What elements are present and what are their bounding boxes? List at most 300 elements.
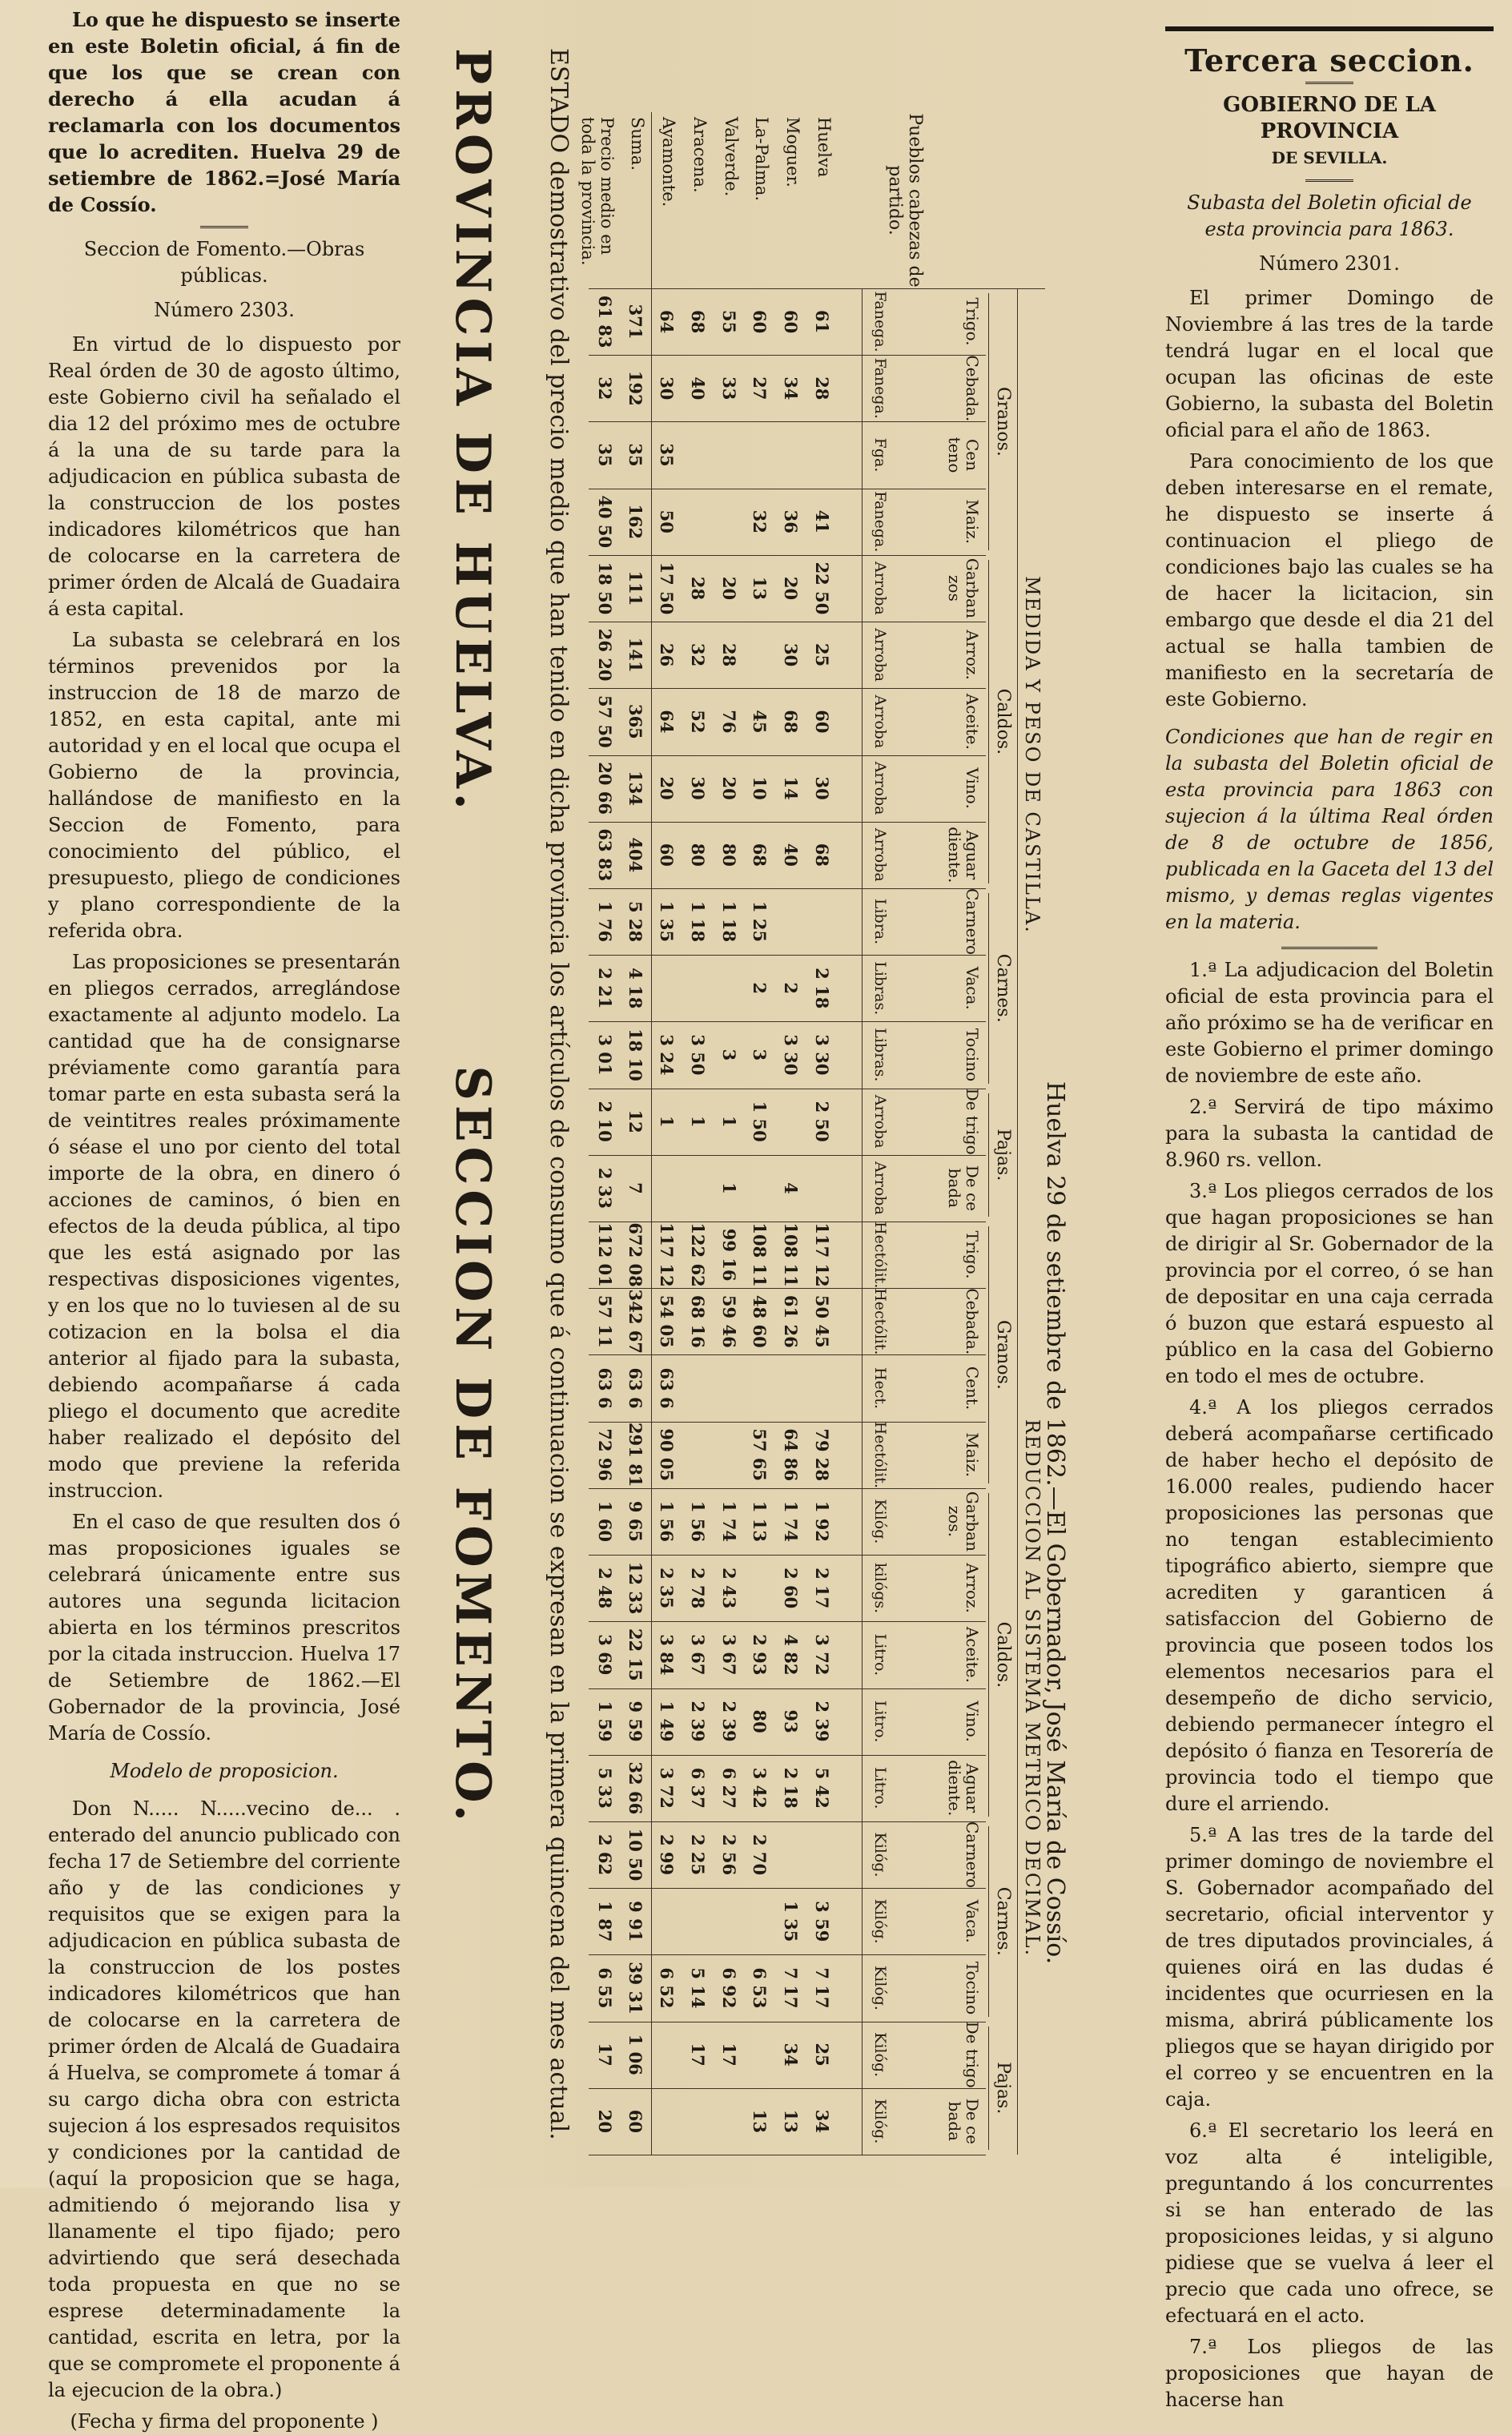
table-footer-signature: Huelva 29 de setiembre de 1862.—El Gobernador, José María de Cossío. (1041, 1081, 1069, 1965)
table-cell: 18 10 (625, 1028, 646, 1081)
table-cell: 1 76 (594, 900, 615, 943)
table-cell: 10 (750, 776, 770, 800)
table-cell: 4 (781, 1182, 802, 1194)
group-header: Caldos. (993, 688, 1013, 755)
separator (200, 226, 248, 228)
column-header: Maiz. (963, 1432, 982, 1478)
table-cell: 60 (657, 843, 678, 867)
group-rule (988, 1493, 989, 1817)
table-cell: 64 (657, 309, 678, 334)
table-cell: 68 (750, 843, 770, 867)
table-cell: 134 (625, 771, 646, 807)
town-name: Huelva (814, 117, 834, 178)
table-cell: 9 91 (625, 1901, 646, 1942)
table-cell: 2 43 (718, 1568, 739, 1609)
table-cell: 3 (718, 1048, 739, 1061)
unit-header: Hectólit. (871, 1421, 889, 1488)
column-header: Cebada. (963, 1288, 982, 1355)
town-name: Valverde. (721, 117, 741, 197)
table-cell: 5 28 (625, 900, 646, 943)
table-cell: 1 18 (718, 900, 739, 943)
town-name: Suma. (628, 117, 648, 171)
table-cell: 54 05 (657, 1294, 678, 1348)
unit-header: Arroba (871, 1094, 889, 1149)
table-cell: 2 93 (750, 1634, 770, 1676)
table-cell: 32 (594, 376, 615, 400)
table-cell: 3 67 (688, 1634, 708, 1676)
separator (1281, 947, 1377, 949)
group-header: Granos. (993, 1319, 1013, 1390)
table-cell: 4 82 (781, 1634, 802, 1676)
table-cell: 68 (812, 843, 832, 867)
table-cell: 1 74 (781, 1500, 802, 1543)
column-header: Cen teno (945, 437, 982, 473)
unit-header: Kilóg. (871, 1499, 889, 1544)
table-cell: 291 81 (625, 1423, 646, 1487)
table-cell: 20 (594, 2109, 615, 2133)
table-cell: 30 (781, 643, 802, 667)
table-cell: 1 35 (657, 900, 678, 943)
unit-header: Arroba (871, 827, 889, 882)
table-cell: 111 (625, 570, 646, 606)
column-header: De ce bada (945, 2098, 982, 2145)
table-cell: 63 6 (594, 1367, 615, 1409)
column-header: De trigo (963, 2021, 982, 2088)
table-cell: 17 50 (657, 561, 678, 615)
column-header: Tocino (963, 1961, 982, 2015)
table-cell: 76 (718, 710, 739, 734)
unit-header: Fga. (871, 437, 889, 473)
column-header: Maiz. (963, 499, 982, 545)
table-cell: 30 (688, 776, 708, 800)
condicion-7: 7.ª Los pliegos de las proposiciones que hayan de hacerse han (1165, 2336, 1494, 2411)
table-cell: 45 (750, 710, 770, 734)
unit-header: Fanega. (871, 491, 889, 553)
table-cell: 48 60 (750, 1294, 770, 1348)
paragraph-2: La subasta se celebrará en los términos prevenidos por la instruccion de 18 de marzo de 1852, en esta capital, ante mi autoridad y en el local que ocupa el Gobierno de la provincia, hallándose de manifiesto en la Seccion de Fomento, para conocimiento del público, el presupuesto, pliego de condiciones y plano correspondiente de la referida obra. (48, 629, 400, 942)
table-cell: 117 12 (812, 1222, 832, 1287)
group-header: Caldos. (993, 1621, 1013, 1688)
table-cell: 34 (781, 2043, 802, 2067)
column-header: Trigo. (963, 297, 982, 346)
table-cell: 1 60 (594, 1500, 615, 1543)
paragraph-4: En el caso de que resulten dos ó mas proposiciones iguales se celebrará únicamente entre sus autores una segunda licitacion abierta en los términos prescritos por la citada instruccion. Huelva 17 de Setiembre de 1862.—El Gobernador de la provincia, José María de Cossío. (48, 1511, 400, 1745)
unit-header: Libras. (871, 961, 889, 1016)
numero-2303: Número 2303. (154, 299, 295, 321)
table-cell: 3 67 (718, 1634, 739, 1676)
group-rule (988, 293, 989, 550)
group-rule (988, 560, 989, 883)
table-cell: 39 31 (625, 1962, 646, 2014)
paragraph-1: En virtud de lo dispuesto por Real órden de 30 de agosto último, este Gobierno civil ha señalado el dia 12 del próximo mes de octubre á la una de su tarde para la adjudicacion en pública subasta de la construccion de los postes indicadores kilométricos que han de colocarse en la carretera de primer órden de Alcalá de Guadaira á esta capital. (48, 333, 400, 620)
table-cell: 3 69 (594, 1634, 615, 1676)
column-header: Vaca. (963, 966, 982, 1010)
condiciones-title: Condiciones que han de regir en la subasta del Boletin oficial de esta provincia para 1863 con sujecion á la última Real órden de 8 de octubre de 1856, publicada en la Gaceta del 13 del mismo, y demas reglas vigentes en la materia. (1165, 726, 1494, 933)
table-cell: 60 (625, 2109, 646, 2133)
table-cell: 25 (812, 643, 832, 667)
table-cell: 3 72 (657, 1767, 678, 1809)
unit-header: Fanega. (871, 291, 889, 352)
table-cell: 57 50 (594, 695, 615, 748)
table-cell: 1 (718, 1182, 739, 1194)
table-cell: 60 (781, 309, 802, 334)
table-cell: 26 (657, 643, 678, 667)
table-cell: 12 (625, 1109, 646, 1133)
firma-line: (Fecha y firma del proponente ) (70, 2410, 379, 2433)
table-cell: 3 30 (812, 1034, 832, 1076)
table-cell: 3 01 (594, 1034, 615, 1076)
unit-header: kilógs. (871, 1563, 889, 1614)
unit-header: Kilóg. (871, 1965, 889, 2010)
table-cell: 1 25 (750, 900, 770, 943)
table-cell: 1 56 (688, 1500, 708, 1543)
table-cell: 13 (750, 2109, 770, 2133)
units-rule (862, 1222, 863, 2155)
table-cell: 122 62 (688, 1222, 708, 1287)
condicion-2: 2.ª Servirá de tipo máximo para la subasta la cantidad de 8.960 rs. vellon. (1165, 1096, 1494, 1171)
table-cell: 35 (594, 443, 615, 467)
table-cell: 3 30 (781, 1034, 802, 1076)
table-cell: 3 (750, 1048, 770, 1061)
table-cell: 5 42 (812, 1767, 832, 1809)
table-cell: 1 (657, 1115, 678, 1128)
column-divider (589, 1821, 986, 1822)
units-rule (862, 288, 863, 1222)
left-column (48, 6, 400, 2433)
table-cell: 20 66 (594, 762, 615, 815)
column-header: Garban zos (945, 557, 982, 618)
table-cell: 50 45 (812, 1294, 832, 1348)
table-cell: 32 (688, 643, 708, 667)
table-cell: 6 37 (688, 1767, 708, 1809)
table-cell: 3 50 (688, 1034, 708, 1076)
condicion-6: 6.ª El secretario los leerá en voz alta é inteligible, preguntando á los concurrentes si se han enterado de las proposiciones leidas, y si alguno pidiese que se vuelva á leer el precio que cada uno ofrece, se efectuará en el acto. (1165, 2119, 1494, 2327)
table-cell: 63 83 (594, 828, 615, 882)
table-cell: 6 52 (657, 1967, 678, 2009)
table-cell: 2 60 (781, 1568, 802, 1609)
separator (1305, 82, 1353, 84)
table-cell: 1 59 (594, 1700, 615, 1742)
unit-header: Libra. (871, 898, 889, 945)
unit-header: Hectólit. (871, 1288, 889, 1355)
group-rule (988, 893, 989, 1084)
table-cell: 2 10 (594, 1101, 615, 1142)
table-cell: 2 39 (812, 1700, 832, 1742)
condicion-3: 3.ª Los pliegos cerrados de los que hagan proposiciones se han de dirigir al Sr. Gobernador de la provincia por el correo, ó se han de depositar en una caja cerrada ó buzon que estará espuesto al público en la casa del Gobierno en todo el mes de octubre. (1165, 1180, 1494, 1387)
table-cell: 2 25 (688, 1833, 708, 1876)
table-cell: 3 24 (657, 1034, 678, 1076)
table-cell: 63 6 (625, 1367, 646, 1409)
table-cell: 117 12 (657, 1222, 678, 1287)
table-cell: 2 48 (594, 1568, 615, 1609)
table-cell: 2 33 (594, 1167, 615, 1209)
column-header: Aceite. (963, 693, 982, 750)
table-cell: 20 (657, 776, 678, 800)
table-cell: 61 26 (781, 1294, 802, 1348)
table-cell: 40 50 (594, 495, 615, 549)
table-cell: 112 01 (594, 1222, 615, 1287)
table-cell: 63 6 (657, 1367, 678, 1409)
table-cell: 40 (781, 843, 802, 867)
modelo-title: Modelo de proposicion. (110, 1760, 339, 1782)
table-cell: 28 (718, 643, 739, 667)
decimal-header: REDUCCION AL SISTEMA METRICO DECIMAL. (1021, 1419, 1044, 1958)
table-cell: 2 18 (812, 968, 832, 1009)
seccion-fomento-heading: Seccion de Fomento.—Obras públicas. (83, 238, 365, 287)
table-cell: 1 35 (781, 1901, 802, 1942)
table-cell: 10 50 (625, 1828, 646, 1882)
table-cell: 72 96 (594, 1428, 615, 1482)
table-cell: 3 84 (657, 1634, 678, 1676)
column-header: Cebada. (963, 355, 982, 422)
table-cell: 68 (781, 710, 802, 734)
suma-rule (652, 112, 653, 2155)
gobierno-heading: GOBIERNO DE LA PROVINCIA (1223, 93, 1436, 143)
table-cell: 1 50 (750, 1101, 770, 1142)
table-cell: 2 99 (657, 1833, 678, 1876)
table-cell: 50 (657, 509, 678, 533)
group-rule (988, 1826, 989, 2017)
unit-header: Hectólit. (871, 1222, 889, 1289)
table-cell: 17 (594, 2043, 615, 2067)
table-cell: 3 59 (812, 1901, 832, 1942)
unit-header: Libras. (871, 1028, 889, 1082)
unit-header: Fanega. (871, 357, 889, 419)
table-cell: 2 39 (718, 1700, 739, 1742)
provincia-section-title (444, 48, 501, 1826)
unit-header: Kilóg. (871, 1832, 889, 1878)
table-cell: 79 28 (812, 1428, 832, 1482)
column-divider (589, 1354, 986, 1355)
right-paragraph-1: El primer Domingo de Noviembre á las tres de la tarde tendrá lugar en el local que ocupan las oficinas de este Gobierno, la subasta del Boletin oficial para el año de 1863. (1165, 287, 1494, 441)
table-cell: 90 05 (657, 1428, 678, 1482)
town-name: Moguer. (783, 117, 803, 187)
table-cell: 68 (688, 309, 708, 334)
town-name: Ayamonte. (659, 117, 679, 207)
column-divider (589, 421, 986, 422)
table-cell: 68 16 (688, 1294, 708, 1348)
table-cell: 2 35 (657, 1568, 678, 1609)
table-cell: 52 (688, 710, 708, 734)
modelo-text: Don N..... N.....vecino de... . enterado del anuncio publicado con fecha 17 de Setiembre del corriente año y de las condiciones y requisitos que se exigen para la adjudicacion en pública subasta de la construccion de los postes indicadores kilométricos que han de colocarse en la carretera de primer órden de Alcalá de Guadaira á Huelva, se compromete á tomar á su cargo dicha obra con estricta sujecion á los espresados requisitos y condiciones por la cantidad de (aquí la proposicion que se haga, admitiendo ó mejorando lisa y llanamente el tipo fijado; pero advirtiendo que será desechada toda propuesta en que no se esprese determinadamente la cantidad, escrita en letra, por la que se compromete el proponente á la ejecucion de la obra.) (48, 1797, 400, 2401)
table-cell: 1 (688, 1115, 708, 1128)
table-cell: 22 50 (812, 561, 832, 615)
subasta-title: Subasta del Boletin oficial de esta provincia para 1863. (1187, 191, 1472, 240)
table-cell: 20 (781, 576, 802, 601)
table-cell: 20 (718, 576, 739, 601)
table-cell: 26 20 (594, 628, 615, 682)
tercera-seccion-heading: Tercera seccion. (1184, 42, 1474, 78)
right-column (1165, 12, 1494, 2411)
seccion-fomento-title: SECCION DE FOMENTO. (444, 1065, 501, 1826)
table-cell: 141 (625, 637, 646, 673)
table-cell: 2 21 (594, 968, 615, 1009)
table-cell: 342 67 (625, 1289, 646, 1354)
table-cell: 13 (750, 576, 770, 601)
column-header: Arroz. (963, 630, 982, 680)
column-header: Garban zos. (945, 1491, 982, 1552)
numero-2301: Número 2301. (1259, 252, 1400, 275)
table-cell: 60 (812, 710, 832, 734)
right-paragraph-2: Para conocimiento de los que deben interesarse en el remate, he dispuesto se inserte á continuacion el pliego de condiciones bajo las cuales se ha de hacer la licitacion, sin embargo que desde el dia 21 del actual se halla tambien de manifiesto en la secretaría de este Gobierno. (1165, 450, 1494, 710)
group-header: Pajas. (993, 2062, 1013, 2115)
table-cell: 80 (750, 1709, 770, 1733)
town-name: Precio medio en toda la provincia. (577, 117, 617, 266)
unit-header: Arroba (871, 1161, 889, 1215)
column-header: Trigo. (963, 1230, 982, 1279)
table-cell: 7 17 (781, 1967, 802, 2009)
table-cell: 2 18 (781, 1767, 802, 1809)
table-cell: 61 83 (594, 295, 615, 348)
table-cell: 59 46 (718, 1294, 739, 1348)
group-rule (988, 2026, 989, 2150)
table-cell: 5 14 (688, 1967, 708, 2009)
condicion-5: 5.ª A las tres de la tarde del primer domingo de noviembre el S. Gobernador acompañado del secretario, oficial interventor y de tres diputados provinciales, á quienes oirá en las dudas é incidentes que ocurriesen en la misma, abrirá públicamente los pliegos que se hayan dirigido por el correo y se encuentren en la caja. (1165, 1824, 1494, 2111)
provincia-title: PROVINCIA DE HUELVA. (444, 48, 501, 815)
castilla-header: MEDIDA Y PESO DE CASTILLA. (1021, 576, 1044, 934)
table-cell: 108 11 (781, 1222, 802, 1287)
table-cell: 5 33 (594, 1767, 615, 1809)
unit-header: Arroba (871, 761, 889, 815)
table-cell: 6 53 (750, 1967, 770, 2009)
condicion-4: 4.ª A los pliegos cerrados deberá acompañarse certificado de haber hecho el depósito de 16.000 reales, pudiendo hacer proposiciones las personas que no tengan establecimiento tipográfico abierto, siempre que acrediten y garanticen á satisfaccion del Gobierno de provincia que poseen todos los elementos necesarios para el desempeño de dicho servicio, debiendo permanecer íntegro el depósito ó fianza en Tesorería de provincia todo el tiempo que dure el arriendo. (1165, 1396, 1494, 1815)
table-cell: 2 78 (688, 1568, 708, 1609)
table-cell: 1 87 (594, 1901, 615, 1942)
rotated-table-section (412, 0, 1117, 2187)
pueblos-header: Pueblos cabezas de partido. (885, 113, 925, 288)
table-cell: 2 (750, 982, 770, 995)
column-header: Carnero (963, 1821, 982, 1889)
unit-header: Litro. (871, 1633, 889, 1676)
column-header: Aceite. (963, 1626, 982, 1683)
table-cell: 30 (812, 776, 832, 800)
table-cell: 1 13 (750, 1500, 770, 1543)
column-header: De trigo (963, 1088, 982, 1155)
table-cell: 17 (688, 2043, 708, 2067)
table-cell: 18 50 (594, 561, 615, 615)
column-header: Vino. (963, 767, 982, 809)
condicion-1: 1.ª La adjudicacion del Boletin oficial de esta provincia para el año próximo se ha de verificar en este Gobierno el primer domingo de noviembre de este año. (1165, 959, 1494, 1087)
table-cell: 61 (812, 309, 832, 334)
column-divider (589, 888, 986, 889)
table-cell: 33 (718, 376, 739, 400)
sevilla-heading: DE SEVILLA. (1271, 148, 1388, 167)
table-cell: 162 (625, 504, 646, 540)
table-cell: 17 (718, 2043, 739, 2067)
table-cell: 9 65 (625, 1500, 646, 1543)
unit-header: Litro. (871, 1767, 889, 1809)
unit-header: Hect. (871, 1366, 889, 1410)
table-cell: 34 (781, 376, 802, 400)
table-cell: 2 17 (812, 1568, 832, 1609)
top-rule (1165, 26, 1494, 31)
group-rule (988, 1093, 989, 1217)
table-cell: 35 (657, 443, 678, 467)
header-rule (1017, 288, 1018, 1222)
table-cell: 1 56 (657, 1500, 678, 1543)
table-cell: 2 39 (688, 1700, 708, 1742)
column-header: Cent. (963, 1366, 982, 1411)
table-cell: 1 92 (812, 1500, 832, 1543)
group-header: Granos. (993, 386, 1013, 457)
table-cell: 371 (625, 304, 646, 340)
table-cell: 672 08 (625, 1222, 646, 1287)
table-cell: 60 (750, 309, 770, 334)
table-cell: 2 (781, 982, 802, 995)
column-header: Aguar diente. (945, 1760, 982, 1817)
table-cell: 20 (718, 776, 739, 800)
table-cell: 35 (625, 443, 646, 467)
unit-header: Arroba (871, 694, 889, 749)
table-cell: 13 (781, 2109, 802, 2133)
table-cell: 6 55 (594, 1967, 615, 2009)
table-cell: 6 27 (718, 1767, 739, 1809)
table-cell: 22 15 (625, 1628, 646, 1681)
table-cell: 1 (718, 1115, 739, 1128)
table-cell: 27 (750, 376, 770, 400)
table-cell: 30 (657, 376, 678, 400)
table-cell: 40 (688, 376, 708, 400)
table-cell: 93 (781, 1709, 802, 1733)
column-header: Aguar diente. (945, 827, 982, 883)
separator (1305, 179, 1353, 182)
table-cell: 55 (718, 309, 739, 334)
estado-description: ESTADO demostrativo del precio medio que han tenido en dicha provincia los artículos de consumo que á continuacion se expresan en la primera quincena del mes actual. (545, 48, 573, 2140)
table-cell: 57 11 (594, 1294, 615, 1348)
table-cell: 64 86 (781, 1428, 802, 1482)
price-table (577, 112, 1045, 2155)
column-header: Carnero (963, 887, 982, 956)
table-cell: 3 42 (750, 1767, 770, 1809)
unit-header: Arroba (871, 561, 889, 615)
paragraph-3: Las proposiciones se presentarán en pliegos cerrados, arreglándose exactamente al adjunto modelo. La cantidad que ha de consignarse préviamente como garantía para tomar parte en esta subasta será la de veintitres reales próximamente ó séase el uno por ciento del total importe de la obra, en dinero ó acciones de caminos, ó bien en efectos de la deuda pública, al tipo que les está asignado por las respectivas disposiciones vigentes, y en los que no lo tuviesen al de su cotizacion en la bolsa el dia anterior al fijado para la subasta, debiendo acompañarse á cada pliego el documento que acredite haber realizado el depósito del modo que previene la referida instruccion. (48, 951, 400, 1502)
table-cell: 2 56 (718, 1833, 739, 1876)
table-cell: 2 70 (750, 1833, 770, 1876)
table-cell: 64 (657, 710, 678, 734)
header-rule (1017, 1222, 1018, 2155)
table-cell: 3 72 (812, 1634, 832, 1676)
group-header: Carnes. (993, 1886, 1013, 1956)
column-header: Vino. (963, 1700, 982, 1742)
table-cell: 1 06 (625, 2034, 646, 2075)
table-cell: 7 17 (812, 1967, 832, 2009)
table-cell: 28 (688, 576, 708, 601)
table-cell: 14 (781, 776, 802, 800)
column-header: Tocino (963, 1028, 982, 1082)
column-header: Vaca. (963, 1899, 982, 1943)
unit-header: Kilóg. (871, 2099, 889, 2144)
unit-header: Kilóg. (871, 2032, 889, 2078)
table-cell: 41 (812, 509, 832, 533)
table-cell: 2 62 (594, 1833, 615, 1876)
table-cell: 36 (781, 509, 802, 533)
column-header: De ce bada (945, 1165, 982, 1212)
unit-header: Kilóg. (871, 1898, 889, 1944)
table-cell: 80 (688, 843, 708, 867)
group-header: Carnes. (993, 953, 1013, 1023)
table-cell: 80 (718, 843, 739, 867)
table-cell: 28 (812, 376, 832, 400)
table-cell: 32 66 (625, 1761, 646, 1815)
table-cell: 25 (812, 2043, 832, 2067)
table-cell: 365 (625, 703, 646, 739)
town-name: Aracena. (690, 117, 710, 193)
table-cell: 1 49 (657, 1700, 678, 1742)
table-cell: 2 50 (812, 1101, 832, 1142)
table-cell: 192 (625, 370, 646, 406)
table-cell: 34 (812, 2109, 832, 2133)
group-rule (988, 1226, 989, 1483)
